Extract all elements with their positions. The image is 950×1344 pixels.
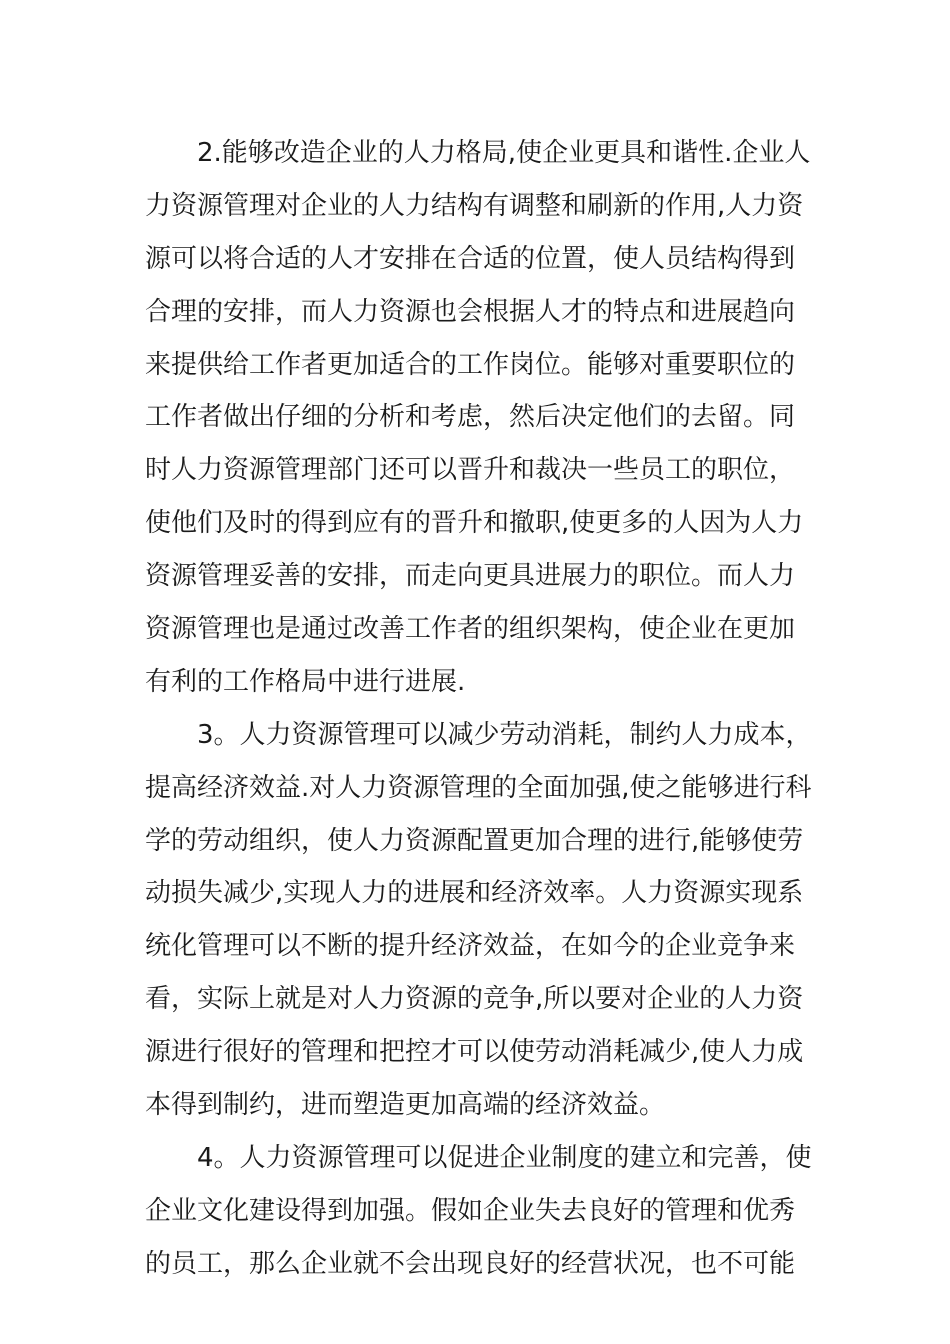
text-line: 2.能够改造企业的人力格局,使企业更具和谐性.企业人 [197, 138, 811, 168]
text-line: 资源管理也是通过改善工作者的组织架构，使企业在更加 [145, 614, 796, 645]
text-line: 提高经济效益.对人力资源管理的全面加强,使之能够进行科 [145, 772, 812, 803]
document-body [145, 127, 812, 1291]
text-line: 企业文化建设得到加强。假如企业失去良好的管理和优秀 [145, 1195, 796, 1226]
text-line: 有利的工作格局中进行进展. [145, 666, 466, 697]
text-line: 看，实际上就是对人力资源的竞争,所以要对企业的人力资 [145, 984, 804, 1015]
text-line: 3。人力资源管理可以减少劳动消耗，制约人力成本， [197, 719, 812, 750]
text-line: 源可以将合适的人才安排在合适的位置，使人员结构得到 [145, 243, 796, 274]
text-line: 的员工，那么企业就不会出现良好的经营状况，也不可能 [145, 1248, 796, 1279]
text-line: 4。人力资源管理可以促进企业制度的建立和完善，使 [197, 1142, 812, 1173]
text-line: 合理的安排，而人力资源也会根据人才的特点和进展趋向 [145, 296, 796, 327]
text-line: 学的劳动组织，使人力资源配置更加合理的进行,能够使劳 [145, 825, 804, 856]
text-line: 资源管理妥善的安排，而走向更具进展力的职位。而人力 [145, 561, 796, 592]
text-line: 使他们及时的得到应有的晋升和撤职,使更多的人因为人力 [145, 508, 804, 539]
text-line: 统化管理可以不断的提升经济效益，在如今的企业竞争来 [145, 931, 796, 962]
text-line: 本得到制约，进而塑造更加高端的经济效益。 [145, 1090, 666, 1121]
text-line: 动损失减少,实现人力的进展和经济效率。人力资源实现系 [145, 878, 804, 909]
text-line: 力资源管理对企业的人力结构有调整和刷新的作用,人力资 [145, 190, 804, 221]
text-line: 时人力资源管理部门还可以晋升和裁决一些员工的职位， [145, 455, 796, 486]
text-line: 来提供给工作者更加适合的工作岗位。能够对重要职位的 [145, 349, 796, 380]
text-line: 源进行很好的管理和把控才可以使劳动消耗减少,使人力成 [145, 1037, 804, 1068]
text-line: 工作者做出仔细的分析和考虑，然后决定他们的去留。同 [145, 402, 796, 433]
